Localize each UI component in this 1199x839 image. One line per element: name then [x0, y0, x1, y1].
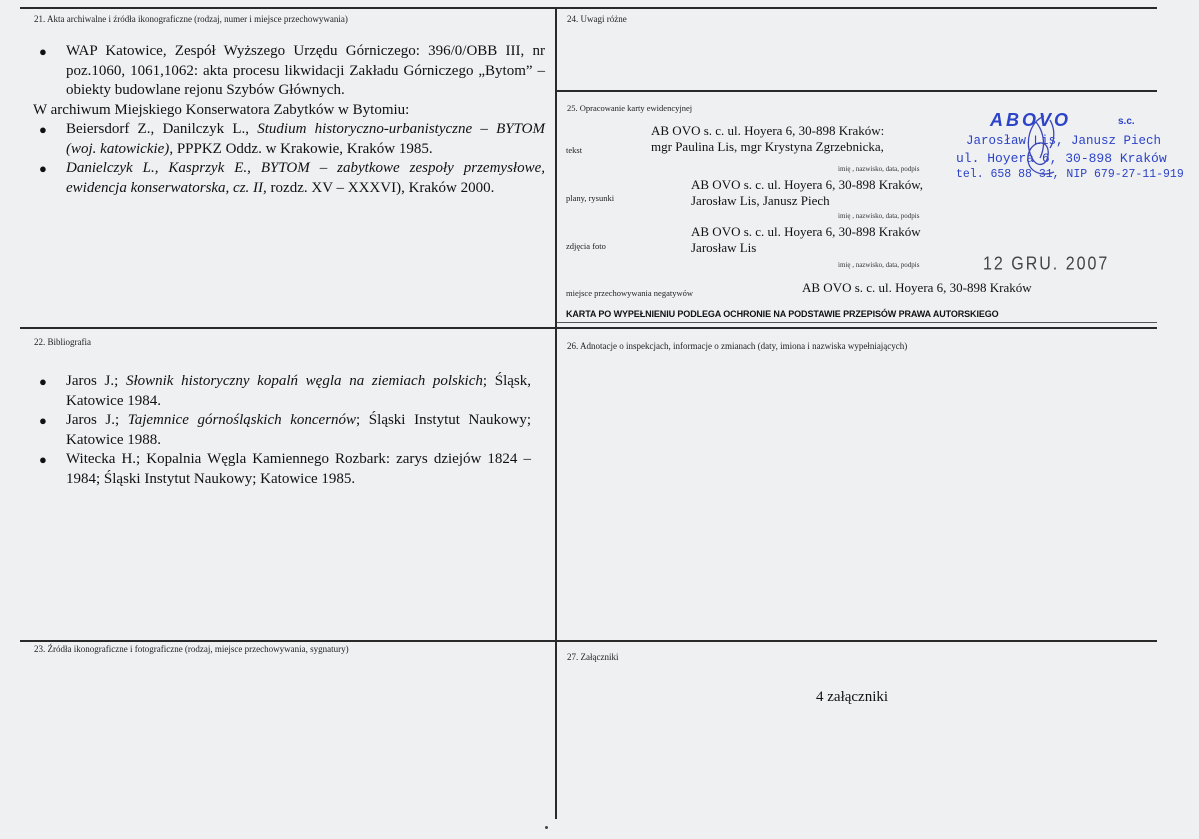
bib-author: Jaros J.; — [66, 412, 128, 428]
stamp-line-1: Jarosław Lis, Janusz Piech — [966, 134, 1162, 148]
section-22-label: 22. Bibliografia — [34, 337, 91, 347]
attachments-value: 4 załączniki — [816, 689, 889, 705]
copyright-notice: KARTA PO WYPEŁNIENIU PODLEGA OCHRONIE NA PODSTAWIE PRZEPISÓW PRAWA AUTORSKIEGO — [566, 309, 999, 319]
signature-caption: imię , nazwisko, data, podpis — [838, 212, 920, 220]
bib-title: Słownik historyczny kopalń węgla na ziemiach polskich — [125, 373, 483, 389]
section-25-label: 25. Opracowanie karty ewidencyjnej — [567, 103, 693, 113]
signature-caption: imię , nazwisko, data, podpis — [838, 261, 920, 269]
archive-entry-wap: WAP Katowice, Zespół Wyższego Urzędu Górniczego: 396/0/OBB III, nr poz.1060, 1061,1062: akta procesu likwidacji Zakładu Górniczego „Bytom” – obiekty budowlane rejonu Szybów Głównych. — [66, 43, 545, 98]
tekst-label: tekst — [566, 145, 583, 155]
top-border — [20, 7, 1157, 9]
section-21-content — [33, 42, 545, 198]
bib-author: Jaros J.; — [66, 373, 126, 389]
list-item — [33, 42, 545, 101]
list-item — [33, 159, 545, 198]
entry-rest: , rozdz. XV – XXXVI), Kraków 2000. — [263, 179, 495, 196]
tekst-line-2: mgr Paulina Lis, mgr Krystyna Zgrzebnicka, — [651, 139, 884, 154]
handwritten-signature — [1010, 112, 1070, 182]
stamp-line-3: tel. 658 88 31, NIP 679-27-11-919 — [956, 168, 1184, 181]
row-divider-1 — [20, 327, 1157, 329]
negatywy-label: miejsce przechowywania negatywów — [566, 288, 693, 298]
bib-title: Tajemnice górnośląskich koncernów — [127, 412, 357, 428]
bullet-icon: ● — [39, 452, 47, 467]
list-item — [33, 450, 531, 489]
bib-rest: ; Śląski Instytut Naukowy; Katowice 1988. — [66, 412, 531, 448]
bullet-icon: ● — [39, 374, 47, 389]
section-21-label: 21. Akta archiwalne i źródła ikonograficzne (rodzaj, numer i miejsce przechowywania) — [34, 14, 348, 24]
list-item — [33, 372, 531, 411]
entry-rest: , PPPKZ Oddz. w Krakowie, Kraków 1985. — [169, 140, 433, 157]
copyright-underline — [557, 322, 1157, 323]
zdjecia-line-1: AB OVO s. c. ul. Hoyera 6, 30-898 Kraków — [691, 224, 921, 239]
negatywy-value: AB OVO s. c. ul. Hoyera 6, 30-898 Kraków — [802, 280, 1032, 295]
entry-title: Danielczyk L., Kasprzyk E., BYTOM – zabytkowe zespoły przemysłowe, ewidencja konserwatorska, cz. II — [66, 160, 545, 196]
list-item — [33, 120, 545, 159]
zdjecia-line-2: Jarosław Lis — [691, 240, 757, 255]
stamp-line-2: ul. Hoyera 6, 30-898 Kraków — [956, 151, 1167, 166]
plany-line-2: Jarosław Lis, Janusz Piech — [691, 193, 830, 208]
section-24-label: 24. Uwagi różne — [567, 14, 627, 24]
section-26-label: 26. Adnotacje o inspekcjach, informacje o zmianach (daty, imiona i nazwiska wypełniających) — [567, 341, 908, 351]
plany-line-1: AB OVO s. c. ul. Hoyera 6, 30-898 Kraków, — [691, 177, 924, 192]
archive-heading: W archiwum Miejskiego Konserwatora Zabytków w Bytomiu: — [33, 101, 410, 118]
bullet-icon: ● — [39, 161, 47, 176]
stamp-logo-suffix: s.c. — [1118, 116, 1135, 127]
bib-rest: ; Śląsk, Katowice 1984. — [66, 373, 531, 409]
section-23-label: 23. Źródła ikonograficzne i fotograficzne (rodzaj, miejsce przechowywania, sygnatury) — [34, 644, 349, 654]
right-divider-24-25 — [557, 90, 1157, 92]
row-divider-2 — [20, 640, 1157, 642]
section-22-content — [33, 372, 531, 489]
stamp-logo: ABOVO — [990, 110, 1072, 130]
bib-entry: Witecka H.; Kopalnia Węgla Kamiennego Rozbark: zarys dziejów 1824 – 1984; Śląski Instytut Naukowy; Katowice 1985. — [66, 451, 531, 487]
center-divider — [555, 8, 557, 819]
bullet-icon: ● — [39, 44, 47, 59]
signature-caption: imię , nazwisko, data, podpis — [838, 165, 920, 173]
list-item — [33, 411, 531, 450]
entry-title: Studium historyczno-urbanistyczne – BYTOM (woj. katowickie) — [66, 121, 546, 157]
plany-label: plany, rysunki — [566, 193, 615, 203]
section-27-label: 27. Załączniki — [567, 652, 619, 662]
paper-mark — [545, 826, 548, 829]
bullet-icon: ● — [39, 122, 47, 137]
tekst-line-1: AB OVO s. c. ul. Hoyera 6, 30-898 Kraków: — [651, 123, 885, 138]
entry-author: Beiersdorf Z., Danilczyk L., — [66, 121, 249, 137]
zdjecia-label: zdjęcia foto — [566, 241, 606, 251]
bullet-icon: ● — [39, 413, 47, 428]
date-stamp: 12 GRU. 2007 — [983, 254, 1110, 275]
